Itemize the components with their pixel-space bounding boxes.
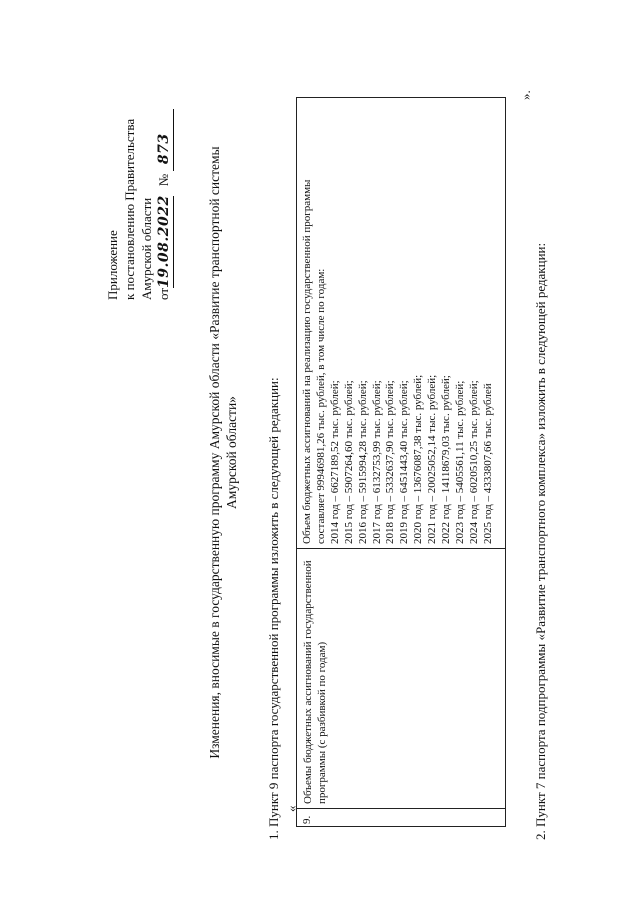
budget-intro-line-2: составляет 99946981,26 тыс. рублей, в том числе по годам: — [314, 268, 327, 544]
year-line: 2024 год – 6020510,25 тыс. рублей; — [467, 380, 480, 544]
quote-close: ». — [518, 90, 533, 100]
table-divider-content — [297, 548, 505, 549]
year-line: 2021 год – 20025052,14 тыс. рублей; — [426, 374, 439, 544]
number-field — [155, 109, 174, 171]
passport-table — [296, 97, 506, 827]
year-line: 2025 год – 4333807,66 тыс. рублей — [481, 383, 494, 544]
year-line: 2017 год – 6132753,99 тыс. рублей; — [370, 380, 383, 544]
table-row-content — [301, 99, 496, 544]
title-line-1: Изменения, вносимые в государственную программу Амурской области «Развитие транспортной системы — [207, 146, 222, 759]
year-line: 2022 год – 14118679,03 тыс. рублей; — [440, 375, 453, 544]
table-divider-number — [297, 808, 505, 826]
table-row-label: Объемы бюджетных ассигнований государственной программы (с разбивкой по годам) — [302, 560, 328, 804]
year-line: 2019 год – 6451443,40 тыс. рублей; — [398, 380, 411, 544]
item-2-text: 2. Пункт 7 паспорта подпрограммы «Развитие транспортного комплекса» изложить в следующей редакции: — [533, 242, 548, 840]
table-row-number: 9. — [301, 815, 313, 824]
year-line: 2014 год – 6627189,52 тыс. рублей; — [328, 380, 341, 544]
year-line: 2020 год – 13676087,38 тыс. рублей; — [412, 374, 425, 544]
year-line: 2016 год – 5915994,28 тыс. рублей; — [356, 380, 369, 544]
item-1-text: 1. Пункт 9 паспорта государственной программы изложить в следующей редакции: — [266, 377, 281, 840]
handwritten-number: 873 — [156, 133, 172, 165]
number-sign: № — [156, 173, 171, 187]
year-line: 2015 год – 5907264,60 тыс. рублей; — [342, 380, 355, 544]
appendix-line-1: Приложение — [105, 230, 120, 300]
year-line: 2023 год – 5405561,11 тыс. рублей; — [453, 380, 466, 544]
quote-open: « — [284, 805, 299, 812]
year-line: 2018 год – 5332637,90 тыс. рублей; — [384, 380, 397, 544]
appendix-block — [104, 109, 174, 300]
title-line-2: Амурской области» — [224, 396, 239, 509]
budget-intro-line-1: Объем бюджетных ассигнований на реализацию государственной программы — [301, 179, 313, 544]
date-field — [155, 196, 174, 288]
from-prefix: от — [156, 287, 171, 300]
appendix-line-3: Амурской области — [139, 197, 154, 300]
appendix-date-line — [155, 109, 174, 300]
document-title — [206, 0, 240, 905]
handwritten-date: 19.08.2022 — [156, 195, 172, 288]
appendix-line-2: к постановлению Правительства — [122, 118, 137, 300]
